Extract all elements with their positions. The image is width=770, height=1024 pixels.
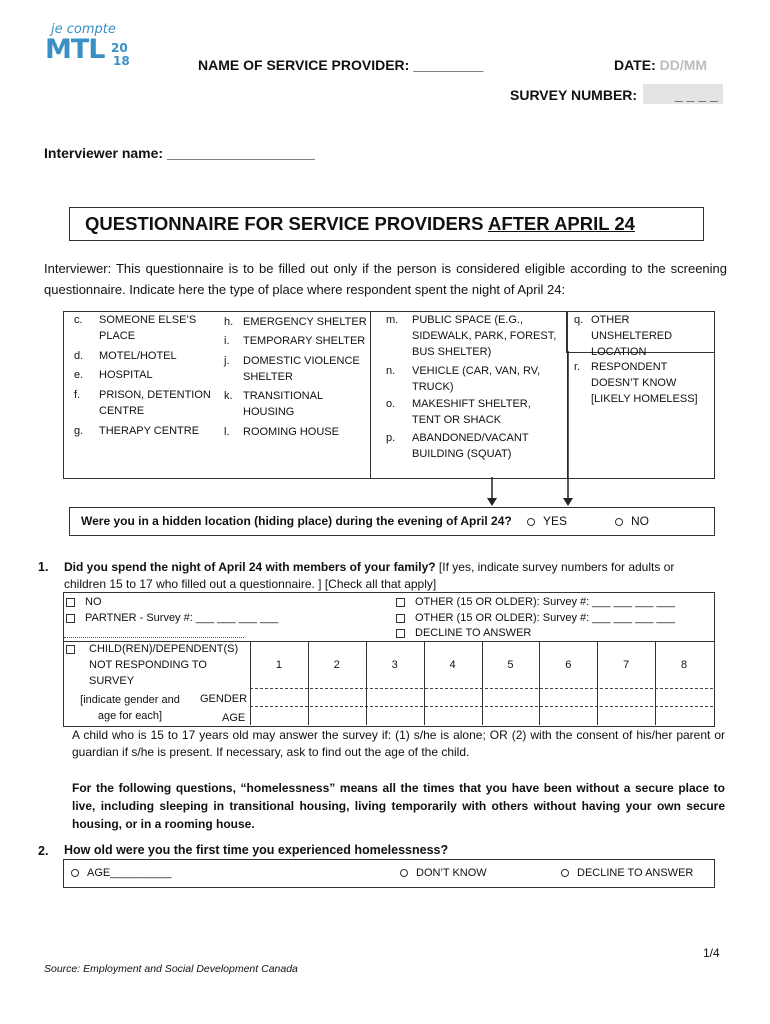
place-d[interactable]: MOTEL/HOTEL: [99, 350, 177, 362]
place-letter-h: h.: [224, 316, 234, 328]
place-g[interactable]: THERAPY CENTRE: [99, 425, 200, 437]
place-letter-c: c.: [74, 314, 83, 326]
q1-child-label: CHILD(REN)/DEPENDENT(S) NOT RESPONDING TO SURVEY: [89, 643, 239, 687]
provider-label: NAME OF SERVICE PROVIDER: _________: [198, 57, 484, 73]
checkbox-icon[interactable]: [66, 645, 75, 654]
logo-top-text: je compte: [51, 22, 116, 37]
q1-column-number: 3: [391, 659, 398, 671]
place-m[interactable]: PUBLIC SPACE (E.G., SIDEWALK, PARK, FOREST, BUS SHELTER): [412, 314, 557, 358]
q1-opt-decline-label: DECLINE TO ANSWER: [415, 627, 532, 639]
place-letter-q: q.: [574, 314, 584, 326]
arrows: [480, 350, 580, 510]
title-underlined: AFTER APRIL 24: [487, 213, 635, 234]
q1-text: [64, 559, 716, 593]
q1-opt-other1[interactable]: [396, 594, 675, 610]
place-o[interactable]: MAKESHIFT SHELTER, TENT OR SHACK: [412, 398, 531, 426]
place-letter-g: g.: [74, 425, 84, 437]
q1-column-number: 1: [275, 659, 282, 671]
q2-number: 2.: [38, 844, 49, 858]
q1-opt-other1-label: OTHER (15 OR OLDER): Survey #: ___ ___ ___ ___: [415, 596, 675, 608]
hidden-no-option[interactable]: [615, 514, 649, 528]
q1-age-label: AGE: [222, 712, 246, 724]
q1-opt-partner[interactable]: [66, 610, 278, 626]
checkbox-icon[interactable]: [66, 598, 75, 607]
q1-column-number: 6: [565, 659, 572, 671]
q1-opt-other2[interactable]: [396, 610, 675, 626]
place-p[interactable]: ABANDONED/VACANT BUILDING (SQUAT): [412, 432, 529, 460]
q1-column-divider: [424, 641, 425, 725]
place-e[interactable]: HOSPITAL: [99, 369, 153, 381]
q1-column-divider: [655, 641, 656, 725]
q1-indicate-note: [indicate gender and age for each]: [80, 694, 180, 722]
q1-column-divider: [539, 641, 540, 725]
q1-column-number: 7: [623, 659, 630, 671]
q1-opt-no-label: NO: [85, 596, 102, 608]
logo-mtl-text: MTL: [45, 34, 105, 65]
place-c[interactable]: SOMEONE ELSE’S PLACE: [99, 314, 197, 342]
q2-opt-decline[interactable]: [561, 865, 693, 881]
q1-number: 1.: [38, 560, 49, 574]
radio-circle-icon[interactable]: [615, 518, 623, 526]
homelessness-definition: For the following questions, “homelessness” means all the times that you have been without a secure place to live, including sleeping in transitional housing, living temporarily with others without having your own secure housing, or in a rooming house.: [72, 781, 725, 831]
checkbox-icon[interactable]: [396, 598, 405, 607]
arrow-head-2: [563, 498, 573, 506]
q1-column-number: 2: [333, 659, 340, 671]
q1-column-divider: [308, 641, 309, 725]
q1-column-divider: [597, 641, 598, 725]
q2-opt-age[interactable]: [71, 865, 171, 881]
q1-opt-no[interactable]: [66, 594, 102, 610]
place-n[interactable]: VEHICLE (CAR, VAN, RV, TRUCK): [412, 365, 541, 393]
date-field[interactable]: [614, 57, 707, 73]
place-q[interactable]: OTHER UNSHELTERED LOCATION: [591, 314, 673, 358]
place-letter-n: n.: [386, 365, 396, 377]
place-letter-d: d.: [74, 350, 84, 362]
intro-text: Interviewer: This questionnaire is to be filled out only if the person is considered eligible according to the screening questionnaire. Indicate here the type of place where respondent spent the night of April 24:: [44, 261, 727, 297]
place-letter-o: o.: [386, 398, 396, 410]
title-main: QUESTIONNAIRE FOR SERVICE PROVIDERS: [85, 213, 488, 234]
radio-circle-icon[interactable]: [561, 869, 569, 877]
page-title: [85, 213, 635, 235]
q2-opt-dk[interactable]: [400, 865, 487, 881]
q1-opt-other2-label: OTHER (15 OR OLDER): Survey #: ___ ___ ___ ___: [415, 612, 675, 624]
q1-child-option[interactable]: [66, 641, 246, 689]
place-letter-e: e.: [74, 369, 84, 381]
radio-circle-icon[interactable]: [527, 518, 535, 526]
q1-column-number: 4: [449, 659, 456, 671]
place-h[interactable]: EMERGENCY SHELTER: [243, 316, 367, 328]
interviewer-name-label[interactable]: Interviewer name: ___________________: [44, 145, 315, 161]
date-label: DATE:: [614, 57, 656, 73]
logo: [45, 22, 135, 72]
q1-instruction: [If yes, indicate survey numbers for adults or children 15 to 17 who filled out a questionnaire. ] [Check all that apply]: [64, 560, 675, 591]
survey-number-blank[interactable]: _ _ _ _: [675, 87, 718, 103]
hidden-yes-option[interactable]: [527, 514, 567, 528]
radio-circle-icon[interactable]: [71, 869, 79, 877]
hidden-no-label: NO: [631, 514, 649, 528]
place-letter-j: j.: [224, 355, 230, 367]
place-i[interactable]: TEMPORARY SHELTER: [243, 335, 366, 347]
place-letter-r: r.: [574, 361, 581, 373]
place-letter-k: k.: [224, 390, 233, 402]
source-note: Source: Employment and Social Development Canada: [44, 963, 298, 975]
q1-question: Did you spend the night of April 24 with members of your family?: [64, 560, 436, 574]
q2-opt-decline-label: DECLINE TO ANSWER: [577, 867, 694, 879]
place-letter-m: m.: [386, 314, 399, 326]
radio-circle-icon[interactable]: [400, 869, 408, 877]
logo-year-bottom: 18: [113, 54, 130, 68]
page-number: 1/4: [703, 946, 720, 960]
q1-column-number: 5: [507, 659, 514, 671]
place-f[interactable]: PRISON, DETENTION CENTRE: [99, 389, 211, 417]
place-l[interactable]: ROOMING HOUSE: [243, 426, 339, 438]
checkbox-icon[interactable]: [66, 614, 75, 623]
place-letter-p: p.: [386, 432, 396, 444]
q1-grid-left: [250, 641, 251, 725]
date-placeholder: DD/MM: [659, 57, 708, 73]
place-k[interactable]: TRANSITIONAL HOUSING: [243, 390, 323, 418]
hidden-location-question: Were you in a hidden location (hiding place) during the evening of April 24?: [81, 514, 512, 528]
checkbox-icon[interactable]: [396, 614, 405, 623]
place-j[interactable]: DOMESTIC VIOLENCE SHELTER: [243, 355, 360, 383]
q1-divider-partner: [64, 637, 244, 638]
q2-opt-dk-label: DON’T KNOW: [416, 867, 487, 879]
arrow-head-1: [487, 498, 497, 506]
checkbox-icon[interactable]: [396, 629, 405, 638]
q1-note: A child who is 15 to 17 years old may answer the survey if: (1) s/he is alone; OR (2) with the consent of his/her parent or guardian if s/he is present. If necessary, ask to find out the age of the child.: [72, 728, 725, 759]
hidden-yes-label: YES: [543, 514, 568, 528]
q1-column-divider: [482, 641, 483, 725]
logo-year-top: 20: [111, 41, 128, 55]
place-r[interactable]: RESPONDENT DOESN’T KNOW [LIKELY HOMELESS]: [591, 361, 698, 405]
q1-column-number: 8: [681, 659, 688, 671]
q2-opt-age-label: AGE__________: [87, 867, 172, 879]
place-letter-f: f.: [74, 389, 81, 401]
survey-number-label: SURVEY NUMBER:: [510, 87, 638, 103]
place-letter-i: i.: [224, 335, 230, 347]
q2-question: How old were you the first time you experienced homelessness?: [64, 843, 449, 857]
q1-opt-decline[interactable]: [396, 625, 531, 641]
title-box: [69, 207, 704, 241]
place-letter-l: l.: [224, 426, 230, 438]
q1-opt-partner-label: PARTNER - Survey #: ___ ___ ___ ___: [85, 612, 279, 624]
q1-gender-label: GENDER: [200, 693, 248, 705]
q1-column-divider: [366, 641, 367, 725]
